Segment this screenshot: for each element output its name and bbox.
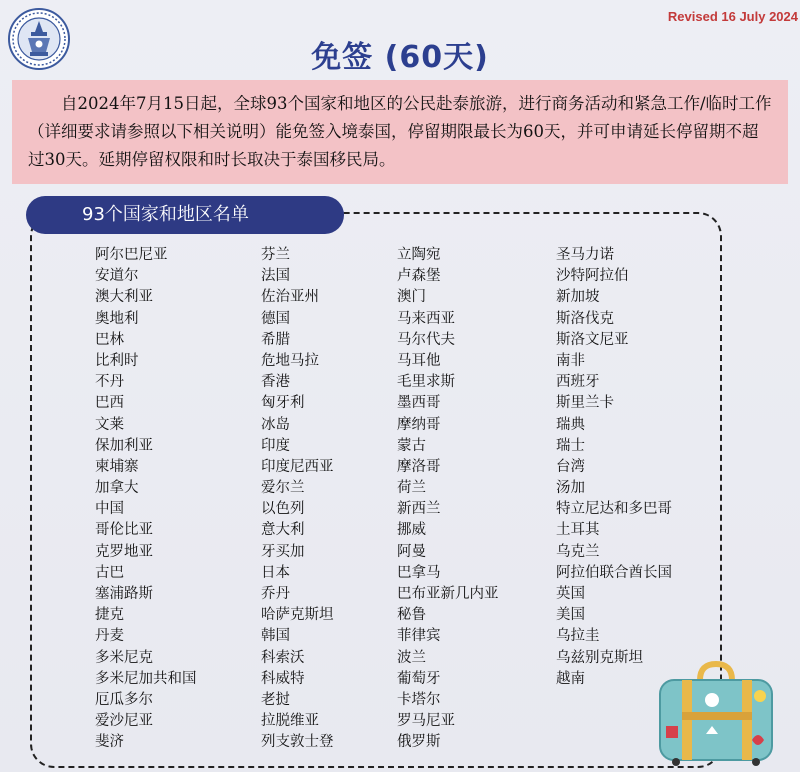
country-item: 阿曼 [397, 543, 426, 560]
country-item: 丹麦 [95, 628, 124, 645]
suitcase-icon [652, 660, 778, 768]
country-item: 菲律宾 [397, 628, 441, 645]
country-item: 荷兰 [397, 480, 426, 497]
country-item: 台湾 [556, 458, 585, 475]
country-item: 列支敦士登 [261, 734, 334, 751]
country-item: 佐治亚州 [261, 289, 319, 306]
country-item: 匈牙利 [261, 395, 305, 412]
country-item: 瑞士 [556, 437, 585, 454]
country-item: 卡塔尔 [397, 691, 441, 708]
country-item: 圣马力诺 [556, 247, 614, 263]
country-item: 越南 [556, 670, 585, 687]
country-item: 马来西亚 [397, 310, 455, 327]
country-item: 秘鲁 [397, 607, 426, 624]
country-item: 克罗地亚 [95, 543, 153, 560]
country-item: 摩纳哥 [397, 416, 441, 433]
country-item: 芬兰 [261, 247, 290, 263]
country-item: 哈萨克斯坦 [261, 607, 334, 624]
country-item: 多米尼加共和国 [95, 670, 197, 687]
country-item: 巴拿马 [397, 564, 441, 581]
country-item: 俄罗斯 [397, 734, 441, 751]
country-item: 乌兹别克斯坦 [556, 649, 643, 666]
country-item: 奥地利 [95, 310, 139, 327]
country-item: 德国 [261, 310, 290, 327]
country-item: 挪威 [397, 522, 426, 539]
country-item: 巴西 [95, 395, 124, 412]
country-item: 印度尼西亚 [261, 458, 334, 475]
country-item: 爱沙尼亚 [95, 713, 153, 730]
country-item: 澳大利亚 [95, 289, 153, 306]
country-item: 斯洛文尼亚 [556, 331, 629, 348]
country-item: 沙特阿拉伯 [556, 268, 629, 285]
country-item: 罗马尼亚 [397, 713, 455, 730]
country-item: 马尔代夫 [397, 331, 455, 348]
country-item: 以色列 [261, 501, 305, 518]
country-item: 中国 [95, 501, 124, 518]
country-item: 捷克 [95, 607, 124, 624]
country-column-4 [556, 245, 672, 690]
country-item: 美国 [556, 607, 585, 624]
country-item: 乌克兰 [556, 543, 600, 560]
country-item: 韩国 [261, 628, 290, 645]
country-item: 柬埔寨 [95, 458, 139, 475]
country-item: 乌拉圭 [556, 628, 600, 645]
country-item: 瑞典 [556, 416, 585, 433]
country-item: 古巴 [95, 564, 124, 581]
country-item: 日本 [261, 564, 290, 581]
country-item: 文莱 [95, 416, 124, 433]
country-item: 保加利亚 [95, 437, 153, 454]
notice-box [12, 80, 788, 184]
country-item: 卢森堡 [397, 268, 441, 285]
country-item: 印度 [261, 437, 290, 454]
country-item: 蒙古 [397, 437, 426, 454]
country-column-1 [95, 245, 197, 754]
country-item: 比利时 [95, 352, 139, 369]
revised-date: Revised 16 July 2024 [667, 9, 798, 24]
country-item: 意大利 [261, 522, 305, 539]
country-item: 南非 [556, 352, 585, 369]
country-item: 爱尔兰 [261, 480, 305, 497]
country-item: 厄瓜多尔 [95, 691, 153, 708]
country-item: 毛里求斯 [397, 374, 455, 391]
country-column-2 [261, 245, 334, 754]
notice-text: 自2024年7月15日起，全球93个国家和地区的公民赴泰旅游，进行商务活动和紧急工作/临时工作（详细要求请参照以下相关说明）能免签入境泰国，停留期限最长为60天，并可申请延长停留期不超过30天。延期停留权限和时长取决于泰国移民局。 [28, 94, 772, 169]
country-item: 哥伦比亚 [95, 522, 153, 539]
country-item: 巴林 [95, 331, 124, 348]
country-item: 危地马拉 [261, 352, 319, 369]
country-item: 塞浦路斯 [95, 586, 153, 602]
country-item: 法国 [261, 268, 290, 285]
country-item: 立陶宛 [397, 247, 441, 263]
country-item: 斐济 [95, 734, 124, 751]
country-column-3 [397, 245, 499, 754]
country-item: 摩洛哥 [397, 458, 441, 475]
country-item: 科索沃 [261, 649, 305, 666]
country-item: 拉脱维亚 [261, 713, 319, 730]
country-item: 安道尔 [95, 268, 139, 285]
country-item: 西班牙 [556, 374, 600, 391]
country-item: 汤加 [556, 480, 585, 497]
country-item: 波兰 [397, 649, 426, 666]
country-item: 不丹 [95, 374, 124, 391]
country-item: 阿拉伯联合酋长国 [556, 564, 672, 581]
country-item: 英国 [556, 586, 585, 602]
country-item: 多米尼克 [95, 649, 153, 666]
country-item: 阿尔巴尼亚 [95, 247, 168, 263]
country-item: 科威特 [261, 670, 305, 687]
country-item: 新加坡 [556, 289, 600, 306]
country-item: 葡萄牙 [397, 670, 441, 687]
country-item: 马耳他 [397, 352, 441, 369]
country-item: 特立尼达和多巴哥 [556, 501, 672, 518]
country-item: 加拿大 [95, 480, 139, 497]
country-item: 牙买加 [261, 543, 305, 560]
country-item: 新西兰 [397, 501, 441, 518]
country-item: 老挝 [261, 691, 290, 708]
country-item: 墨西哥 [397, 395, 441, 412]
country-list-title: 93个国家和地区名单 [26, 196, 344, 234]
country-item: 斯洛伐克 [556, 310, 614, 327]
country-item: 澳门 [397, 289, 426, 306]
country-item: 香港 [261, 374, 290, 391]
country-item: 斯里兰卡 [556, 395, 614, 412]
country-item: 冰岛 [261, 416, 290, 433]
country-item: 乔丹 [261, 586, 290, 602]
page-title: 免签 (60天) [311, 40, 489, 75]
country-item: 希腊 [261, 331, 290, 348]
country-item: 巴布亚新几内亚 [397, 586, 499, 602]
country-item: 土耳其 [556, 522, 600, 539]
